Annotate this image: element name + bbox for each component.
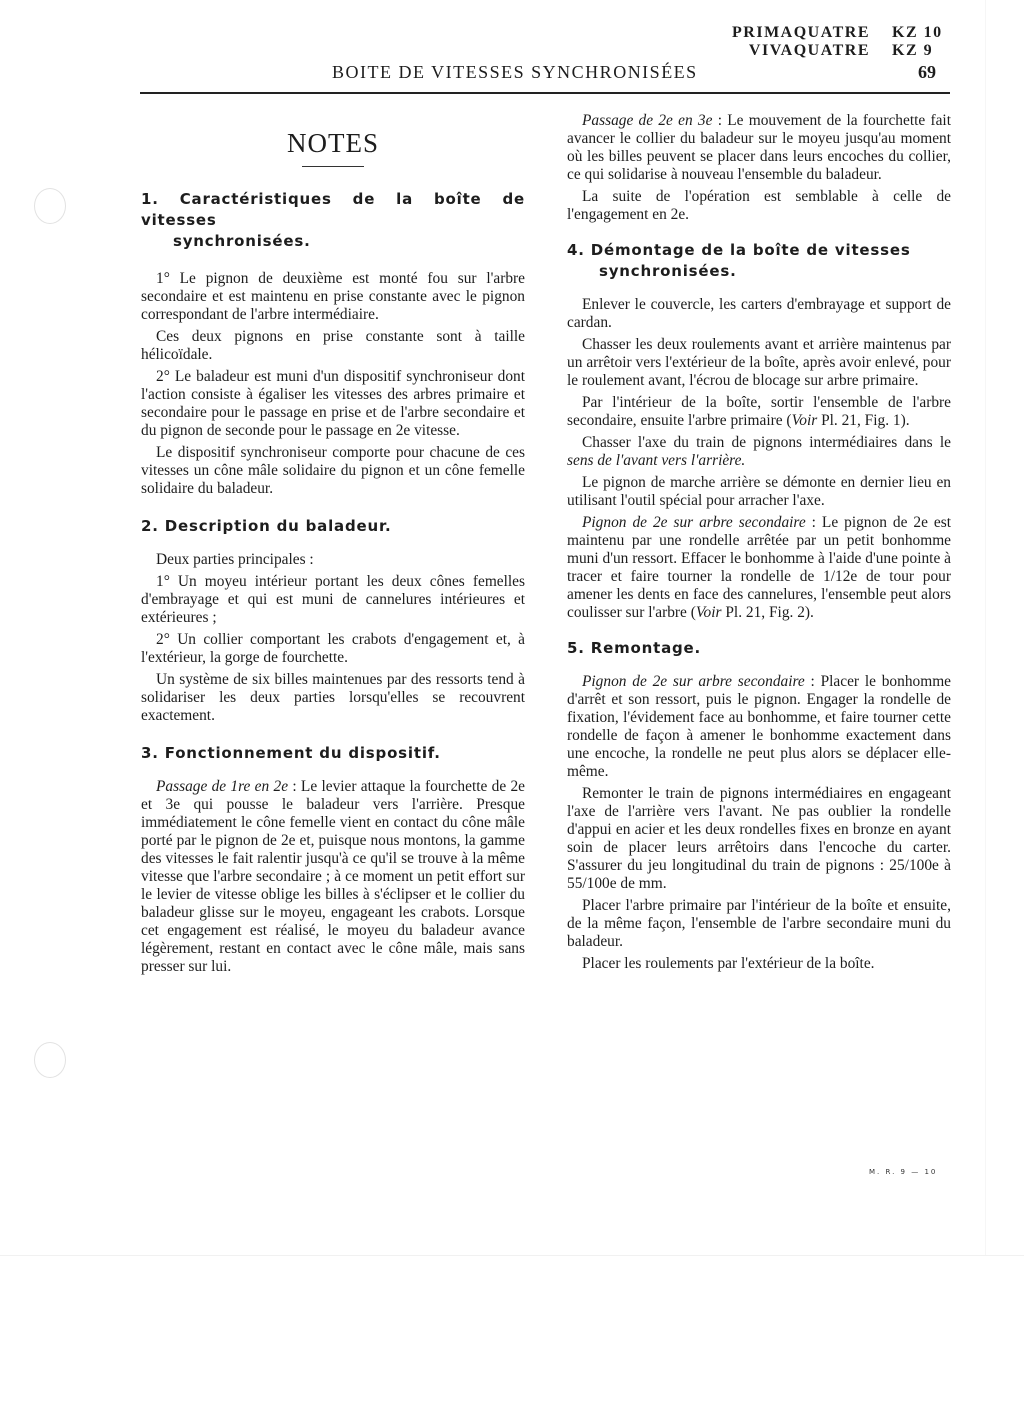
paragraph: La suite de l'opération est semblable à celle de l'engagement en 2e. (567, 188, 951, 223)
paragraph: 2° Un collier comportant les crabots d'engagement et, à l'extérieur, la gorge de fourchette. (141, 631, 525, 666)
paragraph: Un système de six billes maintenues par des ressorts tend à solidariser les deux parties lorsqu'elles se recouvrent exactement. (141, 671, 525, 724)
print-code: M. R. 9 — 10 (869, 1168, 938, 1176)
voir-reference: Voir (695, 604, 722, 621)
paragraph-text: : Le levier attaque la fourchette de 2e et 3e qui pousse le baladeur vers l'arrière. Presque immédiatement le cône femelle vient en contact du cône mâle porté par le pignon de 2e et, puisque nous montons, la gamme des vitesses le fait ralentir jusqu'à ce qu'il se trouve à la même vitesse que l'arbre secondaire ; à ce moment un petit effort sur le levier de vitesse oblige les billes à s'éclipser et le collier du baladeur glisse sur le moyeu, engageant les crabots. Lorsque cet engagement est réalisé, le moyeu du baladeur avance légèrement, restant en contact avec le cône mâle, mais sans presser sur lui. (141, 778, 525, 975)
notes-title: NOTES (287, 128, 379, 158)
punch-hole (34, 1042, 66, 1078)
running-header (140, 62, 950, 83)
run-in-label: Pignon de 2e sur arbre secondaire (582, 673, 805, 690)
header-rule (140, 92, 950, 94)
model-name: VIVAQUATRE (748, 42, 870, 59)
right-column (567, 112, 951, 973)
paragraph: Placer l'arbre primaire par l'intérieur de la boîte et ensuite, de la même façon, l'ensemble de l'arbre secondaire muni du baladeur. (567, 897, 951, 950)
left-column (141, 112, 525, 976)
model-code: KZ 9 (892, 42, 934, 59)
paragraph (567, 112, 951, 184)
paragraph-text: Chasser l'axe du train de pignons intermédiaires dans le (582, 434, 951, 451)
paragraph (567, 434, 951, 470)
heading-line: synchronisées. (173, 232, 311, 250)
section-heading-3: 3. Fonctionnement du dispositif. (141, 744, 441, 762)
model-row (732, 24, 950, 42)
model-code: KZ 10 (892, 24, 943, 41)
run-in-label: Passage de 1re en 2e (156, 778, 289, 795)
paragraph (567, 673, 951, 781)
paragraph: Placer les roulements par l'extérieur de la boîte. (582, 955, 875, 972)
voir-reference: Voir (791, 412, 818, 429)
paragraph-text: : Placer le bonhomme d'arrêt et son ressort, puis le pignon. Engager la rondelle de fixation, l'évidement face au bonhomme, et faire tourner cette rondelle de façon à amener le bonhomme exactement dans une encoche, la rondelle ne peut plus alors se déplacer elle-même. (567, 673, 951, 780)
paragraph-text: Pl. 21, Fig. 1). (817, 412, 910, 429)
paragraph (567, 514, 951, 622)
model-row (732, 42, 950, 60)
heading-line: 1. Caractéristiques de la boîte de vitesses (141, 190, 525, 229)
paragraph: Ces deux pignons en prise constante sont à taille hélicoïdale. (141, 328, 525, 363)
scan-edge (985, 0, 986, 1255)
page-number: 69 (918, 62, 936, 82)
paragraph: Chasser les deux roulements avant et arrière maintenus par un arrêtoir vers l'extérieur de la boîte, après avoir enlevé, pour le roulement avant, l'écrou de blocage sur arbre primaire. (567, 336, 951, 389)
paragraph: 1° Un moyeu intérieur portant les deux cônes femelles d'embrayage et qui est muni de cannelures intérieures et extérieures ; (141, 573, 525, 626)
paragraph-text: Par l'intérieur de la boîte, sortir l'ensemble de l'arbre secondaire, ensuite l'arbre primaire ( (567, 394, 951, 429)
model-name: PRIMAQUATRE (732, 24, 870, 41)
paragraph-text: : Le pignon de 2e est maintenu par une rondelle arrêtée par un petit bonhomme muni d'un ressort. Effacer le bonhomme à l'aide d'une pointe à tracer et faire tourner la rondelle de 1/12e de tour pour amener les dents en face des cannelures, l'ensemble peut alors coulisser sur l'arbre ( (567, 514, 951, 621)
heading-line: synchronisées. (599, 262, 737, 280)
italic-text: sens de l'avant vers l'arrière. (567, 452, 746, 469)
title-divider (302, 166, 364, 167)
scan-edge (0, 1255, 1024, 1256)
paragraph: Remonter le train de pignons intermédiaires en engageant l'axe de l'arrière vers l'avant. Ne pas oublier la rondelle d'appui en acier et les deux rondelles fixes en bronze en ayant soin de placer leurs arrêtoirs dans l'encoche du carter. S'assurer du jeu longitudinal du train de pignons : 25/100e à 55/100e de mm. (567, 785, 951, 892)
section-heading-5: 5. Remontage. (567, 639, 701, 657)
paragraph: 1° Le pignon de deuxième est monté fou sur l'arbre secondaire et est maintenu en prise constante avec le pignon correspondant de l'arbre intermédiaire. (141, 270, 525, 323)
paragraph: Deux parties principales : (156, 551, 314, 568)
section-heading-2: 2. Description du baladeur. (141, 517, 392, 535)
paragraph (567, 394, 951, 430)
section-heading-4 (567, 240, 951, 282)
run-in-label: Passage de 2e en 3e (582, 112, 713, 129)
heading-line: 4. Démontage de la boîte de vitesses (567, 241, 911, 259)
punch-hole (34, 188, 66, 224)
section-heading-1 (141, 189, 525, 252)
paragraph (141, 778, 525, 976)
paragraph: Le dispositif synchroniseur comporte pour chacune de ces vitesses un cône mâle solidaire du pignon et un cône femelle solidaire du baladeur. (141, 444, 525, 497)
paragraph-text: : Le mouvement de la fourchette fait avancer le collier du baladeur sur le moyeu jusqu'au moment où les billes peuvent se placer dans leurs encoches du collier, ce qui solidarise à nouveau l'ensemble du baladeur. (567, 112, 951, 183)
paragraph: 2° Le baladeur est muni d'un dispositif synchroniseur dont l'action consiste à égaliser les vitesses des arbres primaire et secondaire pour le passage en prise et de l'arbre secondaire et du pignon de seconde pour le passage en 2e vitesse. (141, 368, 525, 439)
chapter-title: BOITE DE VITESSES SYNCHRONISÉES (332, 62, 698, 82)
paragraph-text: Pl. 21, Fig. 2). (721, 604, 814, 621)
paragraph: Enlever le couvercle, les carters d'embrayage et support de cardan. (567, 296, 951, 331)
paragraph: Le pignon de marche arrière se démonte en dernier lieu en utilisant l'outil spécial pour arracher l'axe. (567, 474, 951, 509)
model-list (732, 24, 950, 60)
run-in-label: Pignon de 2e sur arbre secondaire (582, 514, 806, 531)
